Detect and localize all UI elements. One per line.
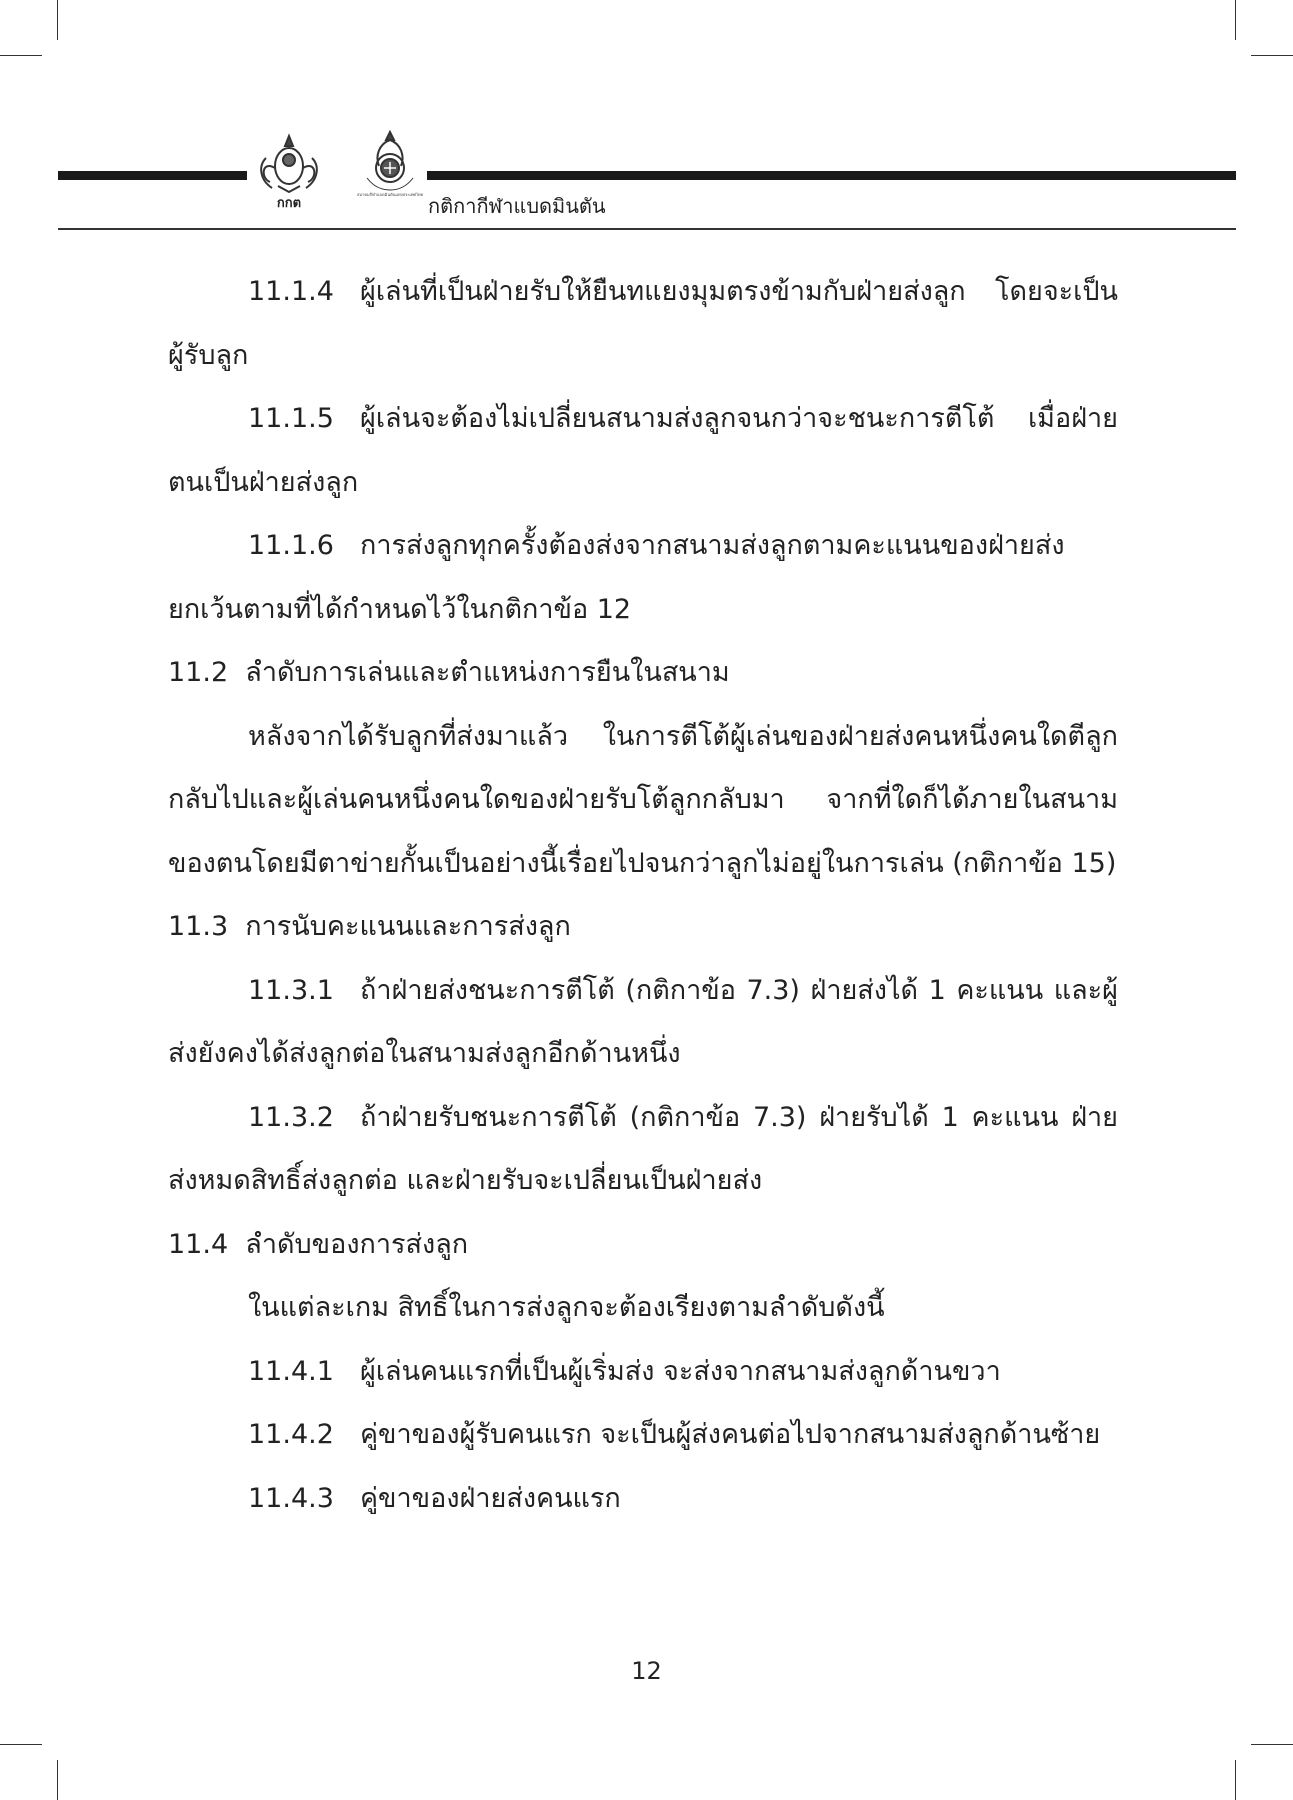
clause-text: ผู้เล่นที่เป็นฝ่ายรับให้ยืนทแยงมุมตรงข้ามกับฝ่ายส่งลูก โดยจะเป็นผู้รับลูก xyxy=(168,276,1118,371)
clause-number: 11.3.2 xyxy=(248,1101,334,1133)
page-header xyxy=(0,0,1293,240)
clause-text: ผู้เล่นคนแรกที่เป็นผู้เริ่มส่ง จะส่งจากสนามส่งลูกด้านขวา xyxy=(360,1355,1001,1387)
clause-number: 11.4.3 xyxy=(248,1482,334,1514)
clause-number: 11.1.4 xyxy=(248,276,334,307)
crop-mark xyxy=(57,1760,58,1800)
header-title: กติกากีฬาแบดมินตัน xyxy=(428,194,606,218)
clause-text: ผู้เล่นจะต้องไม่เปลี่ยนสนามส่งลูกจนกว่าจะชนะการตีโต้ เมื่อฝ่ายตนเป็นฝ่ายส่งลูก xyxy=(168,403,1118,498)
svg-text:กกต: กกต xyxy=(276,196,302,210)
paragraph-11-2: หลังจากได้รับลูกที่ส่งมาแล้ว ในการตีโต้ผู้เล่นของฝ่ายส่งคนหนึ่งคนใดตีลูกกลับไปและผู้เล่นคนหนึ่งคนใดของฝ่ายรับโต้ลูกกลับมา จากที่ใดก็ได้ภายในสนามของตนโดยมีตาข่ายกั้นเป็นอย่างนี้เรื่อยไปจนกว่าลูกไม่อยู่ในการเล่น (กติกาข้อ 15) xyxy=(168,720,1118,879)
paragraph-11-1-6 xyxy=(168,514,1118,641)
section-heading-11-4: 11.4 ลำดับของการส่งลูก xyxy=(168,1228,469,1260)
paragraph-11-4-3 xyxy=(168,1467,1118,1531)
clause-number: 11.1.6 xyxy=(248,530,334,561)
clause-text: คู่ขาของผู้รับคนแรก จะเป็นผู้ส่งคนต่อไปจากสนามส่งลูกด้านซ้าย xyxy=(360,1419,1101,1450)
header-bar-left xyxy=(58,171,247,180)
crop-mark xyxy=(1235,1760,1236,1800)
section-heading-11-2: 11.2 ลำดับการเล่นและตำแหน่งการยืนในสนาม xyxy=(168,657,730,688)
header-bar-right xyxy=(427,171,1236,180)
clause-number: 11.1.5 xyxy=(248,403,334,434)
paragraph-11-4: ในแต่ละเกม สิทธิ์ในการส่งลูกจะต้องเรียงตามลำดับดังนี้ xyxy=(248,1292,885,1323)
paragraph-11-3-2 xyxy=(168,1086,1118,1213)
clause-number: 11.4.2 xyxy=(248,1419,334,1450)
document-body xyxy=(168,260,1118,1530)
page-number: 12 xyxy=(631,1657,662,1685)
clause-text: ถ้าฝ่ายส่งชนะการตีโต้ (กติกาข้อ 7.3) ฝ่ายส่งได้ 1 คะแนน และผู้ส่งยังคงได้ส่งลูกต่อในสนามส่งลูกอีกด้านหนึ่ง xyxy=(168,974,1118,1069)
paragraph-11-4-2 xyxy=(168,1403,1118,1467)
crop-mark xyxy=(1251,1744,1293,1745)
paragraph-11-3-1 xyxy=(168,959,1118,1086)
clause-number: 11.4.1 xyxy=(248,1355,334,1387)
crop-mark xyxy=(0,1744,42,1745)
clause-text: ถ้าฝ่ายรับชนะการตีโต้ (กติกาข้อ 7.3) ฝ่ายรับได้ 1 คะแนน ฝ่ายส่งหมดสิทธิ์ส่งลูกต่อ และฝ่ายรับจะเปลี่ยนเป็นฝ่ายส่ง xyxy=(168,1101,1118,1196)
paragraph-11-1-4 xyxy=(168,260,1118,387)
clause-text: การส่งลูกทุกครั้งต้องส่งจากสนามส่งลูกตามคะแนนของฝ่ายส่ง ยกเว้นตามที่ได้กำหนดไว้ในกติกาข้อ 12 xyxy=(168,530,1065,625)
section-heading-11-3: 11.3 การนับคะแนนและการส่งลูก xyxy=(168,911,571,942)
clause-text: คู่ขาของฝ่ายส่งคนแรก xyxy=(360,1482,621,1514)
paragraph-11-1-5 xyxy=(168,387,1118,514)
header-rule xyxy=(58,228,1236,230)
svg-text:สมาคมกีฬาแบดมินตันแห่งประเทศไท: สมาคมกีฬาแบดมินตันแห่งประเทศไทย xyxy=(357,192,423,197)
sports-authority-logo xyxy=(252,130,327,210)
clause-number: 11.3.1 xyxy=(248,974,334,1006)
paragraph-11-4-1 xyxy=(168,1340,1118,1404)
badminton-association-logo xyxy=(355,128,425,206)
